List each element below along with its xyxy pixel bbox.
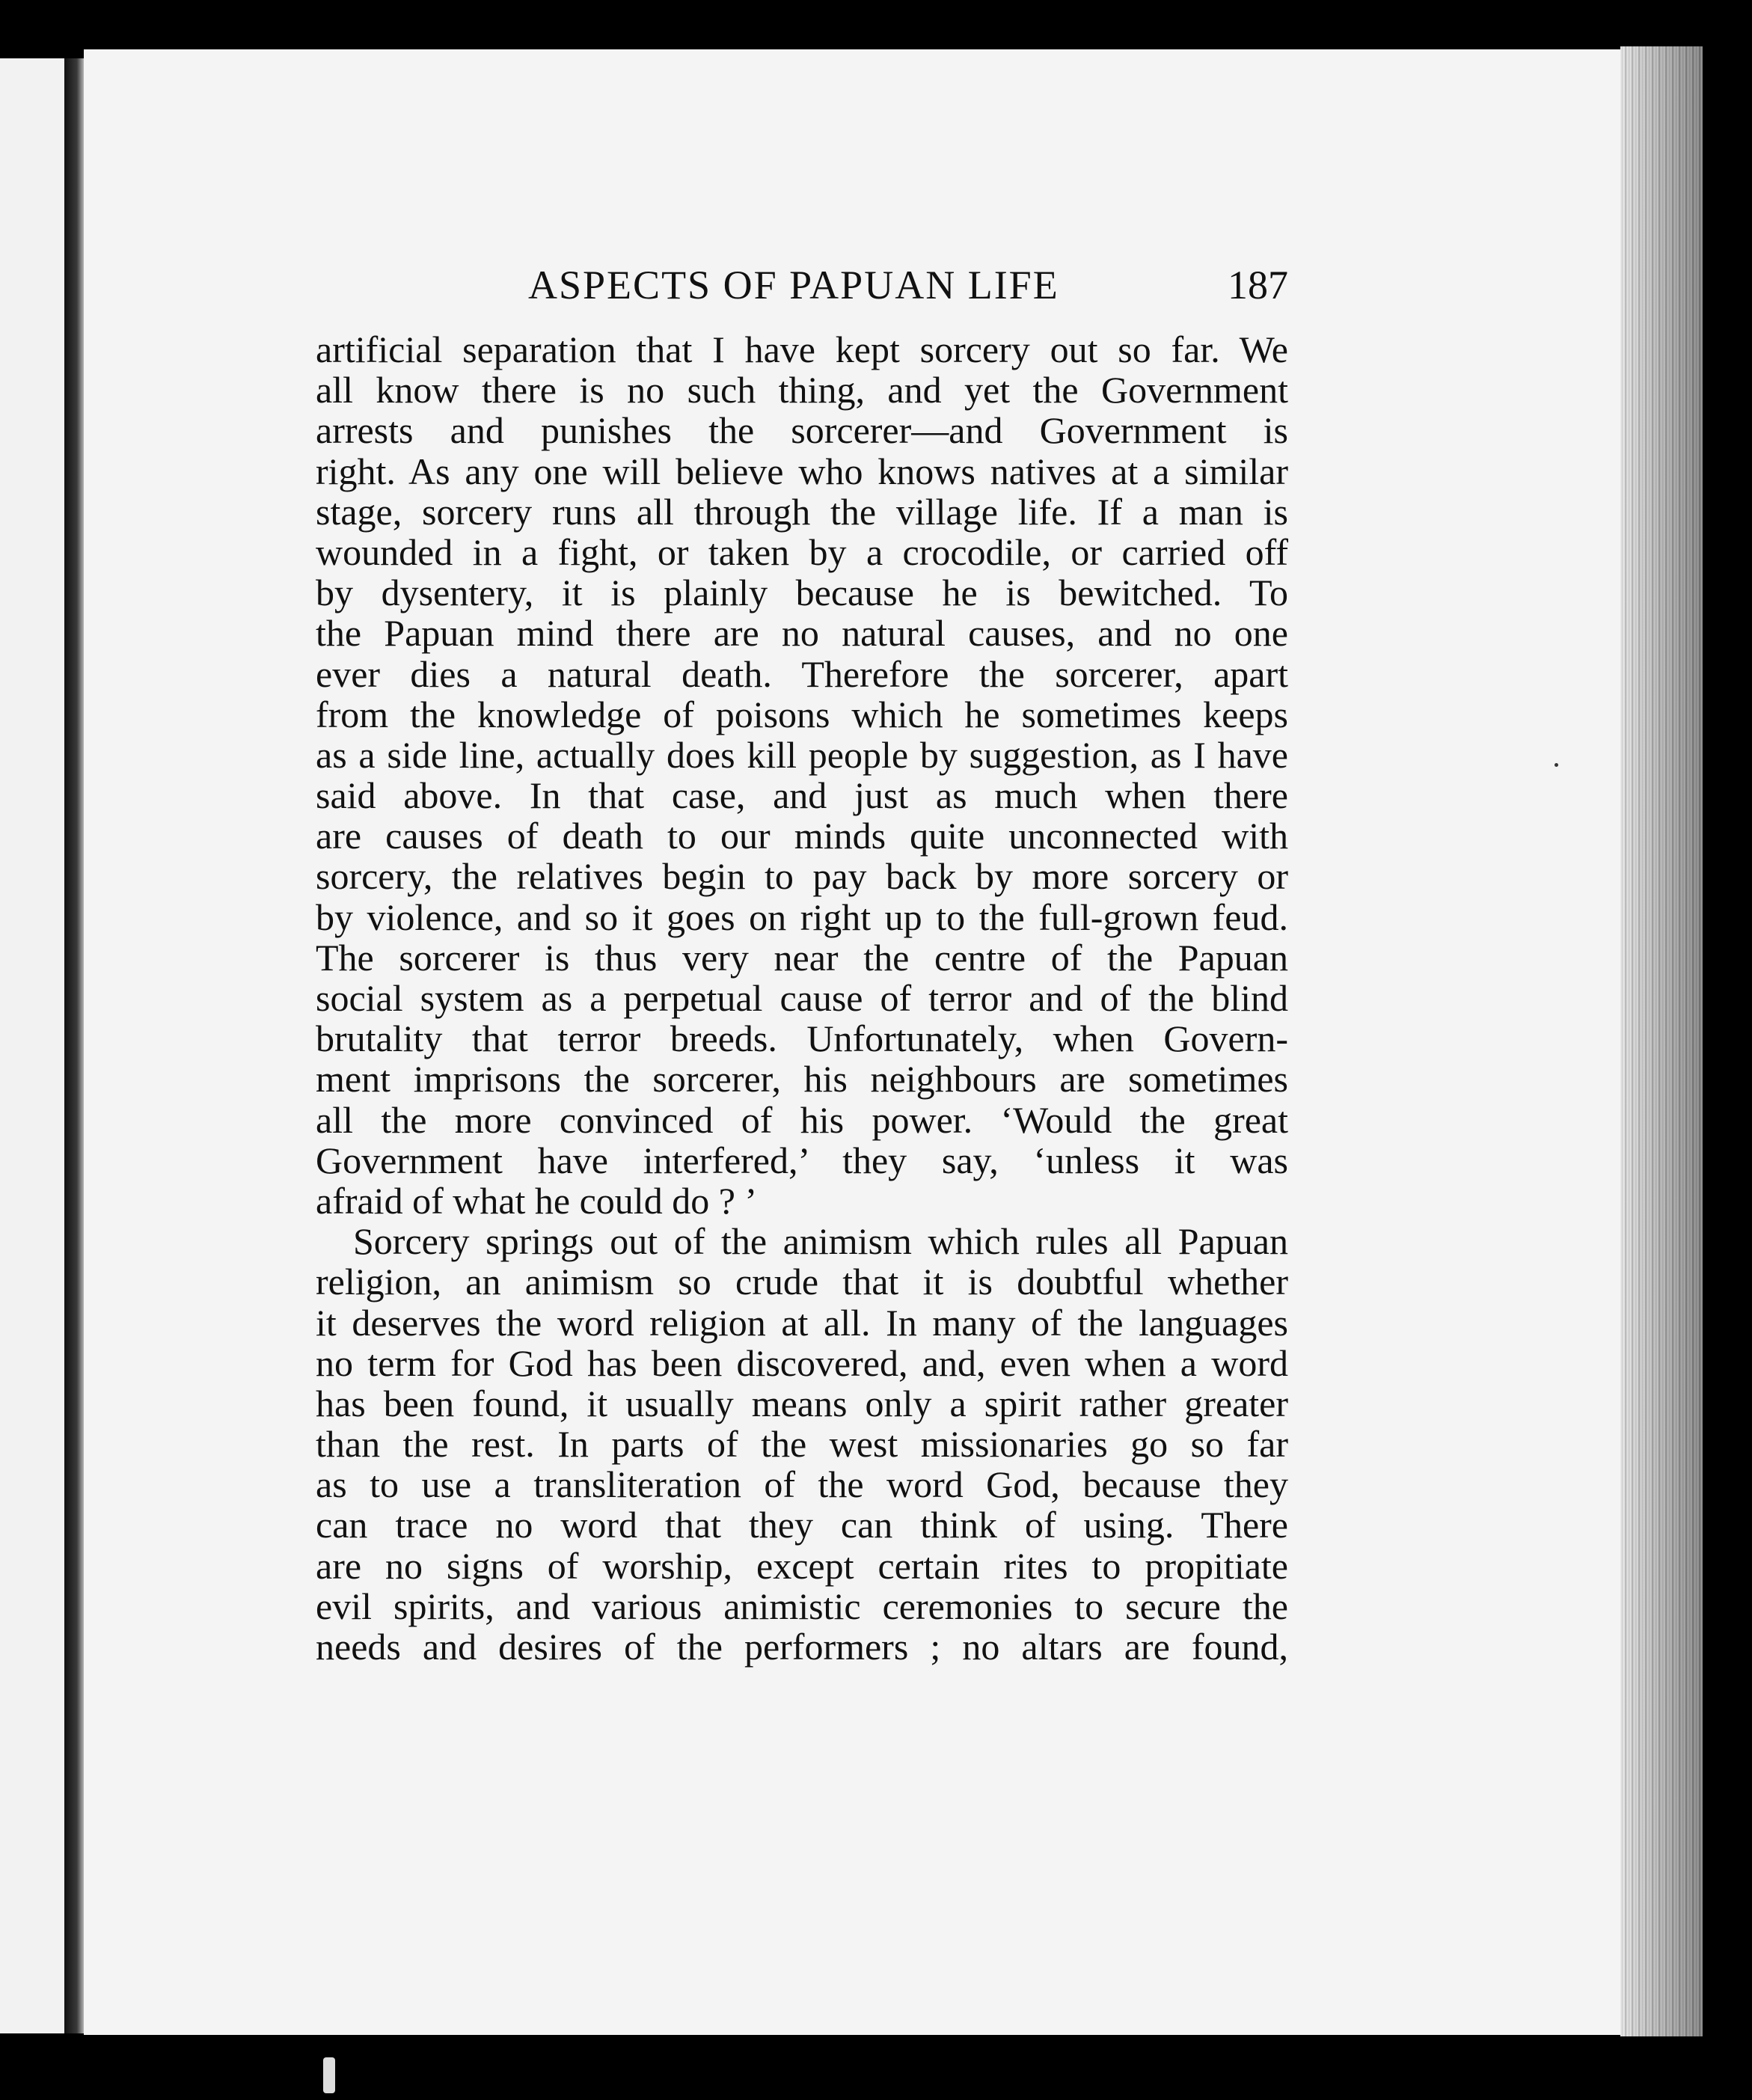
text-line: right. As any one will believe who knows natives at a similar: [316, 450, 1288, 492]
scan-artifact: [323, 2057, 335, 2093]
facing-page-edge: [0, 58, 64, 2033]
paragraph: [316, 1221, 1288, 1667]
text-line: said above. In that case, and just as much when there: [316, 774, 1288, 817]
text-line: needs and desires of the performers ; no altars are found,: [316, 1626, 1288, 1668]
text-line: wounded in a fight, or taken by a crocodile, or carried off: [316, 530, 1288, 573]
text-line: has been found, it usually means only a spirit rather greater: [316, 1382, 1288, 1424]
text-line: the Papuan mind there are no natural causes, and no one: [316, 612, 1288, 655]
text-line: religion, an animism so crude that it is doubtful whether: [316, 1261, 1288, 1303]
text-line: can trace no word that they can think of using. There: [316, 1504, 1288, 1546]
text-line: evil spirits, and various animistic ceremonies to secure the: [316, 1585, 1288, 1627]
text-line: Government have interfered,’ they say, ‘unless it was: [316, 1139, 1288, 1181]
text-line: from the knowledge of poisons which he sometimes keeps: [316, 693, 1288, 735]
paragraph: [316, 329, 1288, 1221]
text-line: ment imprisons the sorcerer, his neighbours are sometimes: [316, 1058, 1288, 1100]
text-line: by dysentery, it is plainly because he is bewitched. To: [316, 572, 1288, 614]
text-line: as a side line, actually does kill people by suggestion, as I have: [316, 733, 1288, 776]
text-line: stage, sorcery runs all through the village life. If a man is: [316, 490, 1288, 533]
text-line: ever dies a natural death. Therefore the sorcerer, apart: [316, 652, 1288, 695]
scan-speck: [1555, 763, 1558, 767]
text-line: are no signs of worship, except certain rites to propitiate: [316, 1544, 1288, 1587]
body-text: [316, 329, 1288, 1667]
text-line: arrests and punishes the sorcerer—and Government is: [316, 409, 1288, 452]
text-line: afraid of what he could do ? ’: [316, 1179, 758, 1222]
text-line: no term for God has been discovered, and, even when a word: [316, 1341, 1288, 1384]
text-line: Sorcery springs out of the animism which rules all Papuan: [353, 1220, 1288, 1263]
text-line: all the more convinced of his power. ‘Would the great: [316, 1098, 1288, 1141]
text-line: by violence, and so it goes on right up to the full-grown feud.: [316, 896, 1288, 938]
text-line: all know there is no such thing, and yet the Government: [316, 369, 1288, 411]
text-line: brutality that terror breeds. Unfortunately, when Govern-: [316, 1017, 1288, 1060]
text-line: it deserves the word religion at all. In many of the languages: [316, 1301, 1288, 1344]
text-line: artificial separation that I have kept sorcery out so far. We: [316, 328, 1288, 370]
page-number: 187: [1228, 263, 1288, 307]
text-line: are causes of death to our minds quite unconnected with: [316, 815, 1288, 857]
running-title: ASPECTS OF PAPUAN LIFE: [528, 263, 1059, 307]
text-line: social system as a perpetual cause of terror and of the blind: [316, 977, 1288, 1019]
text-line: sorcery, the relatives begin to pay back by more sorcery or: [316, 855, 1288, 898]
page-header: [316, 262, 1288, 314]
book-gutter: [64, 58, 85, 2033]
page-block-edges: [1620, 46, 1703, 2036]
text-line: The sorcerer is thus very near the centre of the Papuan: [316, 936, 1288, 979]
text-line: as to use a transliteration of the word God, because they: [316, 1463, 1288, 1506]
text-line: than the rest. In parts of the west missionaries go so far: [316, 1423, 1288, 1466]
